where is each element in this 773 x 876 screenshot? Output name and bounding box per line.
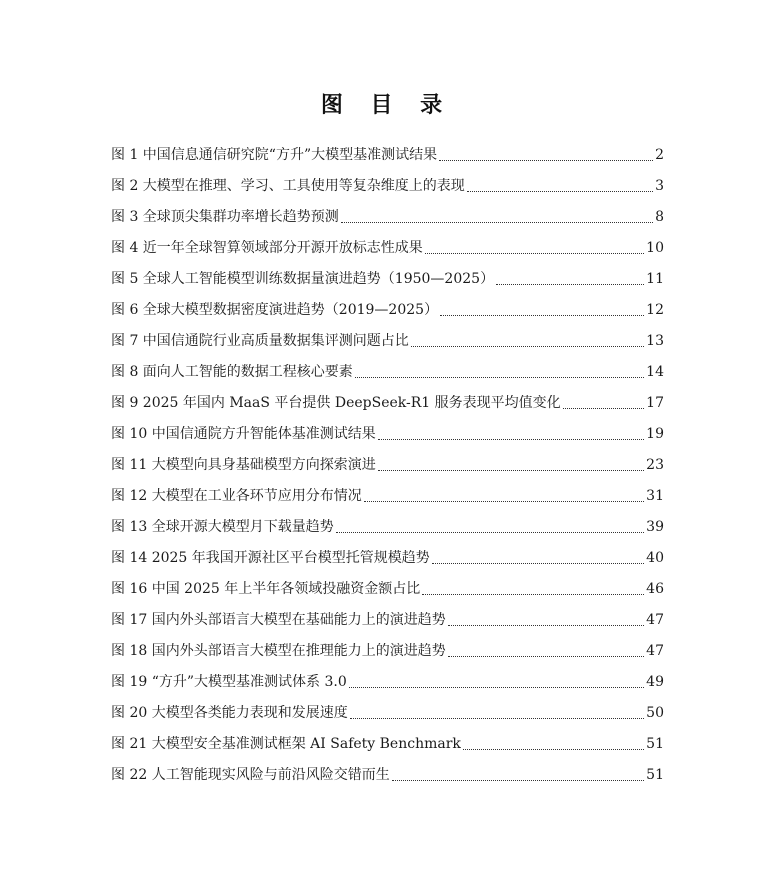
- dot-leader: [349, 686, 644, 688]
- toc-entry-page: 3: [655, 177, 664, 194]
- toc-entry-label: 图 14 2025 年我国开源社区平台模型托管规模趋势: [111, 549, 430, 566]
- toc-entry[interactable]: [111, 449, 664, 480]
- toc-entry[interactable]: [111, 325, 664, 356]
- dot-leader: [425, 252, 644, 254]
- toc-entry-label: 图 16 中国 2025 年上半年各领域投融资金额占比: [111, 580, 421, 597]
- dot-leader: [336, 531, 644, 533]
- toc-entry[interactable]: [111, 356, 664, 387]
- dot-leader: [439, 159, 653, 161]
- toc-entry[interactable]: [111, 418, 664, 449]
- toc-entry-page: 51: [646, 766, 664, 783]
- toc-entry-page: 31: [646, 487, 664, 504]
- toc-entry[interactable]: [111, 480, 664, 511]
- page-title: 图 目 录: [320, 92, 453, 118]
- dot-leader: [355, 376, 644, 378]
- toc-entry-page: 47: [646, 611, 664, 628]
- toc-entry-page: 19: [646, 425, 664, 442]
- toc-entry-page: 46: [646, 580, 664, 597]
- toc-entry[interactable]: [111, 573, 664, 604]
- dot-leader: [422, 593, 644, 595]
- dot-leader: [440, 314, 644, 316]
- toc-entry-label: 图 1 中国信息通信研究院“方升”大模型基准测试结果: [111, 146, 438, 163]
- toc-entry-page: 23: [646, 456, 664, 473]
- toc-entry[interactable]: [111, 666, 664, 697]
- toc-entry-page: 49: [646, 673, 664, 690]
- toc-entry-page: 17: [646, 394, 664, 411]
- toc-entry-label: 图 11 大模型向具身基础模型方向探索演进: [111, 456, 376, 473]
- dot-leader: [467, 190, 653, 192]
- toc-entry[interactable]: [111, 728, 664, 759]
- toc-entry[interactable]: [111, 542, 664, 573]
- toc-entry-page: 51: [646, 735, 664, 752]
- toc-entry-page: 11: [646, 270, 664, 287]
- dot-leader: [563, 407, 645, 409]
- toc-entry-page: 14: [646, 363, 664, 380]
- toc-entry-page: 8: [655, 208, 664, 225]
- toc-entry-page: 47: [646, 642, 664, 659]
- toc-entry[interactable]: [111, 139, 664, 170]
- toc-entry-label: 图 5 全球人工智能模型训练数据量演进趋势（1950—2025）: [111, 270, 495, 287]
- toc-entry[interactable]: [111, 697, 664, 728]
- toc-entry-label: 图 2 大模型在推理、学习、工具使用等复杂维度上的表现: [111, 177, 465, 194]
- toc-entry-label: 图 12 大模型在工业各环节应用分布情况: [111, 487, 362, 504]
- dot-leader: [448, 655, 644, 657]
- toc-entry-label: 图 9 2025 年国内 MaaS 平台提供 DeepSeek-R1 服务表现平均值变化: [111, 394, 561, 411]
- dot-leader: [392, 779, 644, 781]
- toc-entry-page: 2: [655, 146, 664, 163]
- dot-leader: [364, 500, 644, 502]
- dot-leader: [378, 438, 644, 440]
- toc-entry-label: 图 20 大模型各类能力表现和发展速度: [111, 704, 348, 721]
- toc-entry[interactable]: [111, 263, 664, 294]
- toc-entry[interactable]: [111, 294, 664, 325]
- dot-leader: [341, 221, 653, 223]
- toc-entry-label: 图 7 中国信通院行业高质量数据集评测问题占比: [111, 332, 409, 349]
- toc-entry[interactable]: [111, 604, 664, 635]
- toc-entry[interactable]: [111, 759, 664, 790]
- toc-entry-label: 图 21 大模型安全基准测试框架 AI Safety Benchmark: [111, 735, 461, 752]
- toc-entry-label: 图 19 “方升”大模型基准测试体系 3.0: [111, 673, 347, 690]
- toc-entry-page: 39: [646, 518, 664, 535]
- dot-leader: [350, 717, 644, 719]
- toc-entry[interactable]: [111, 635, 664, 666]
- toc-entry-page: 50: [646, 704, 664, 721]
- toc-entry-label: 图 10 中国信通院方升智能体基准测试结果: [111, 425, 376, 442]
- toc-entry-page: 13: [646, 332, 664, 349]
- figure-table-of-contents: [111, 139, 664, 790]
- toc-entry-label: 图 18 国内外头部语言大模型在推理能力上的演进趋势: [111, 642, 446, 659]
- toc-entry[interactable]: [111, 511, 664, 542]
- toc-entry-label: 图 4 近一年全球智算领域部分开源开放标志性成果: [111, 239, 423, 256]
- toc-entry-page: 10: [646, 239, 664, 256]
- toc-entry-label: 图 3 全球顶尖集群功率增长趋势预测: [111, 208, 339, 225]
- toc-entry-label: 图 8 面向人工智能的数据工程核心要素: [111, 363, 353, 380]
- toc-entry[interactable]: [111, 201, 664, 232]
- toc-entry-label: 图 13 全球开源大模型月下载量趋势: [111, 518, 334, 535]
- toc-entry[interactable]: [111, 232, 664, 263]
- dot-leader: [463, 748, 644, 750]
- toc-entry-label: 图 6 全球大模型数据密度演进趋势（2019—2025）: [111, 301, 439, 318]
- toc-entry-label: 图 22 人工智能现实风险与前沿风险交错而生: [111, 766, 390, 783]
- dot-leader: [496, 283, 644, 285]
- dot-leader: [378, 469, 644, 471]
- toc-entry-page: 12: [646, 301, 664, 318]
- dot-leader: [411, 345, 644, 347]
- toc-entry-page: 40: [646, 549, 664, 566]
- toc-entry[interactable]: [111, 387, 664, 418]
- toc-entry-label: 图 17 国内外头部语言大模型在基础能力上的演进趋势: [111, 611, 446, 628]
- dot-leader: [448, 624, 644, 626]
- dot-leader: [432, 562, 644, 564]
- toc-entry[interactable]: [111, 170, 664, 201]
